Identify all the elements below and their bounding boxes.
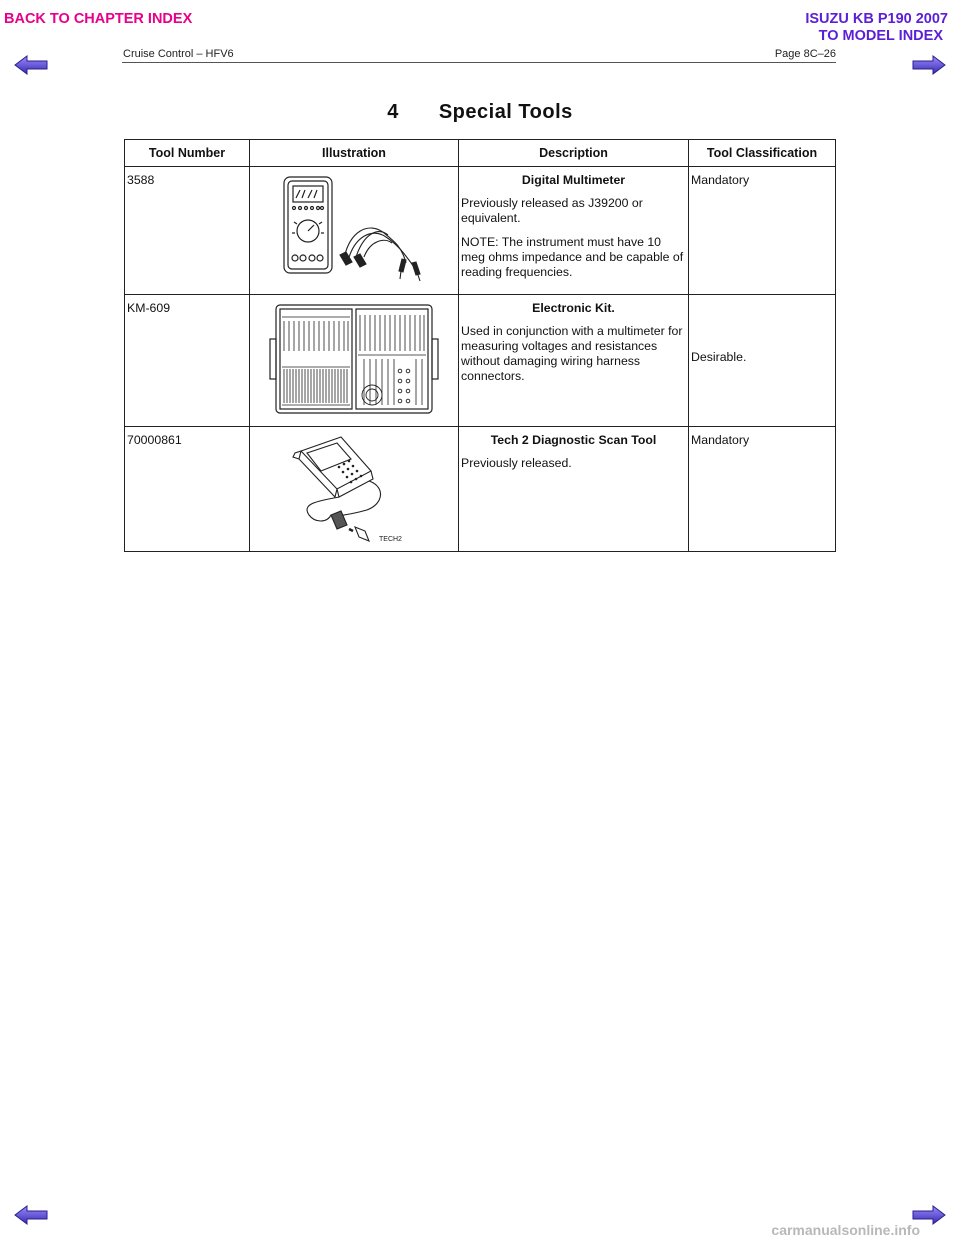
column-header-description: Description xyxy=(459,140,689,167)
column-header-illustration: Illustration xyxy=(250,140,459,167)
section-number: 4 xyxy=(387,101,399,123)
back-to-chapter-index-link[interactable]: BACK TO CHAPTER INDEX xyxy=(4,11,193,27)
tool-classification-cell: Mandatory xyxy=(689,167,836,295)
tool-classification-cell: Mandatory xyxy=(689,427,836,552)
digital-multimeter-illustration xyxy=(250,167,459,295)
running-head-title: Cruise Control – HFV6 xyxy=(123,48,234,60)
watermark: carmanualsonline.info xyxy=(771,1222,920,1238)
tool-number-cell: 70000861 xyxy=(125,427,250,552)
description-text: Previously released. xyxy=(461,456,572,470)
page-number: Page 8C–26 xyxy=(774,48,836,60)
description-text: Used in conjunction with a multimeter for measuring voltages and resistances without damaging wiring harness connectors. xyxy=(461,324,683,383)
tool-number-cell: 3588 xyxy=(125,167,250,295)
description-cell xyxy=(459,295,689,427)
arrow-left-icon[interactable] xyxy=(14,1205,48,1225)
model-title-link[interactable]: ISUZU KB P190 2007 xyxy=(805,11,948,27)
description-note: NOTE: The instrument must have 10 meg ohms impedance and be capable of reading frequencies. xyxy=(461,235,684,279)
table-row xyxy=(125,295,836,427)
special-tools-table xyxy=(124,139,836,552)
description-title: Electronic Kit. xyxy=(532,301,615,315)
arrow-right-icon[interactable] xyxy=(912,55,946,75)
description-text: Previously released as J39200 or equivalent. xyxy=(461,196,643,225)
description-cell xyxy=(459,167,689,295)
tool-number-cell: KM-609 xyxy=(125,295,250,427)
tech2-scan-tool-illustration xyxy=(250,427,459,552)
table-header-row xyxy=(125,140,836,167)
description-title: Tech 2 Diagnostic Scan Tool xyxy=(490,433,657,447)
tech2-label: TECH2 xyxy=(379,536,402,543)
electronic-kit-illustration xyxy=(250,295,459,427)
section-heading xyxy=(0,101,960,124)
to-model-index-link[interactable]: TO MODEL INDEX xyxy=(818,28,943,44)
description-cell xyxy=(459,427,689,552)
classification-text: Desirable. xyxy=(691,350,747,364)
column-header-tool-number: Tool Number xyxy=(125,140,250,167)
description-title: Digital Multimeter xyxy=(521,173,626,187)
tool-classification-cell xyxy=(689,295,836,427)
table-row xyxy=(125,167,836,295)
arrow-left-icon[interactable] xyxy=(14,55,48,75)
column-header-tool-classification: Tool Classification xyxy=(689,140,836,167)
table-row xyxy=(125,427,836,552)
header-rule xyxy=(122,62,836,63)
section-title: Special Tools xyxy=(438,101,573,123)
